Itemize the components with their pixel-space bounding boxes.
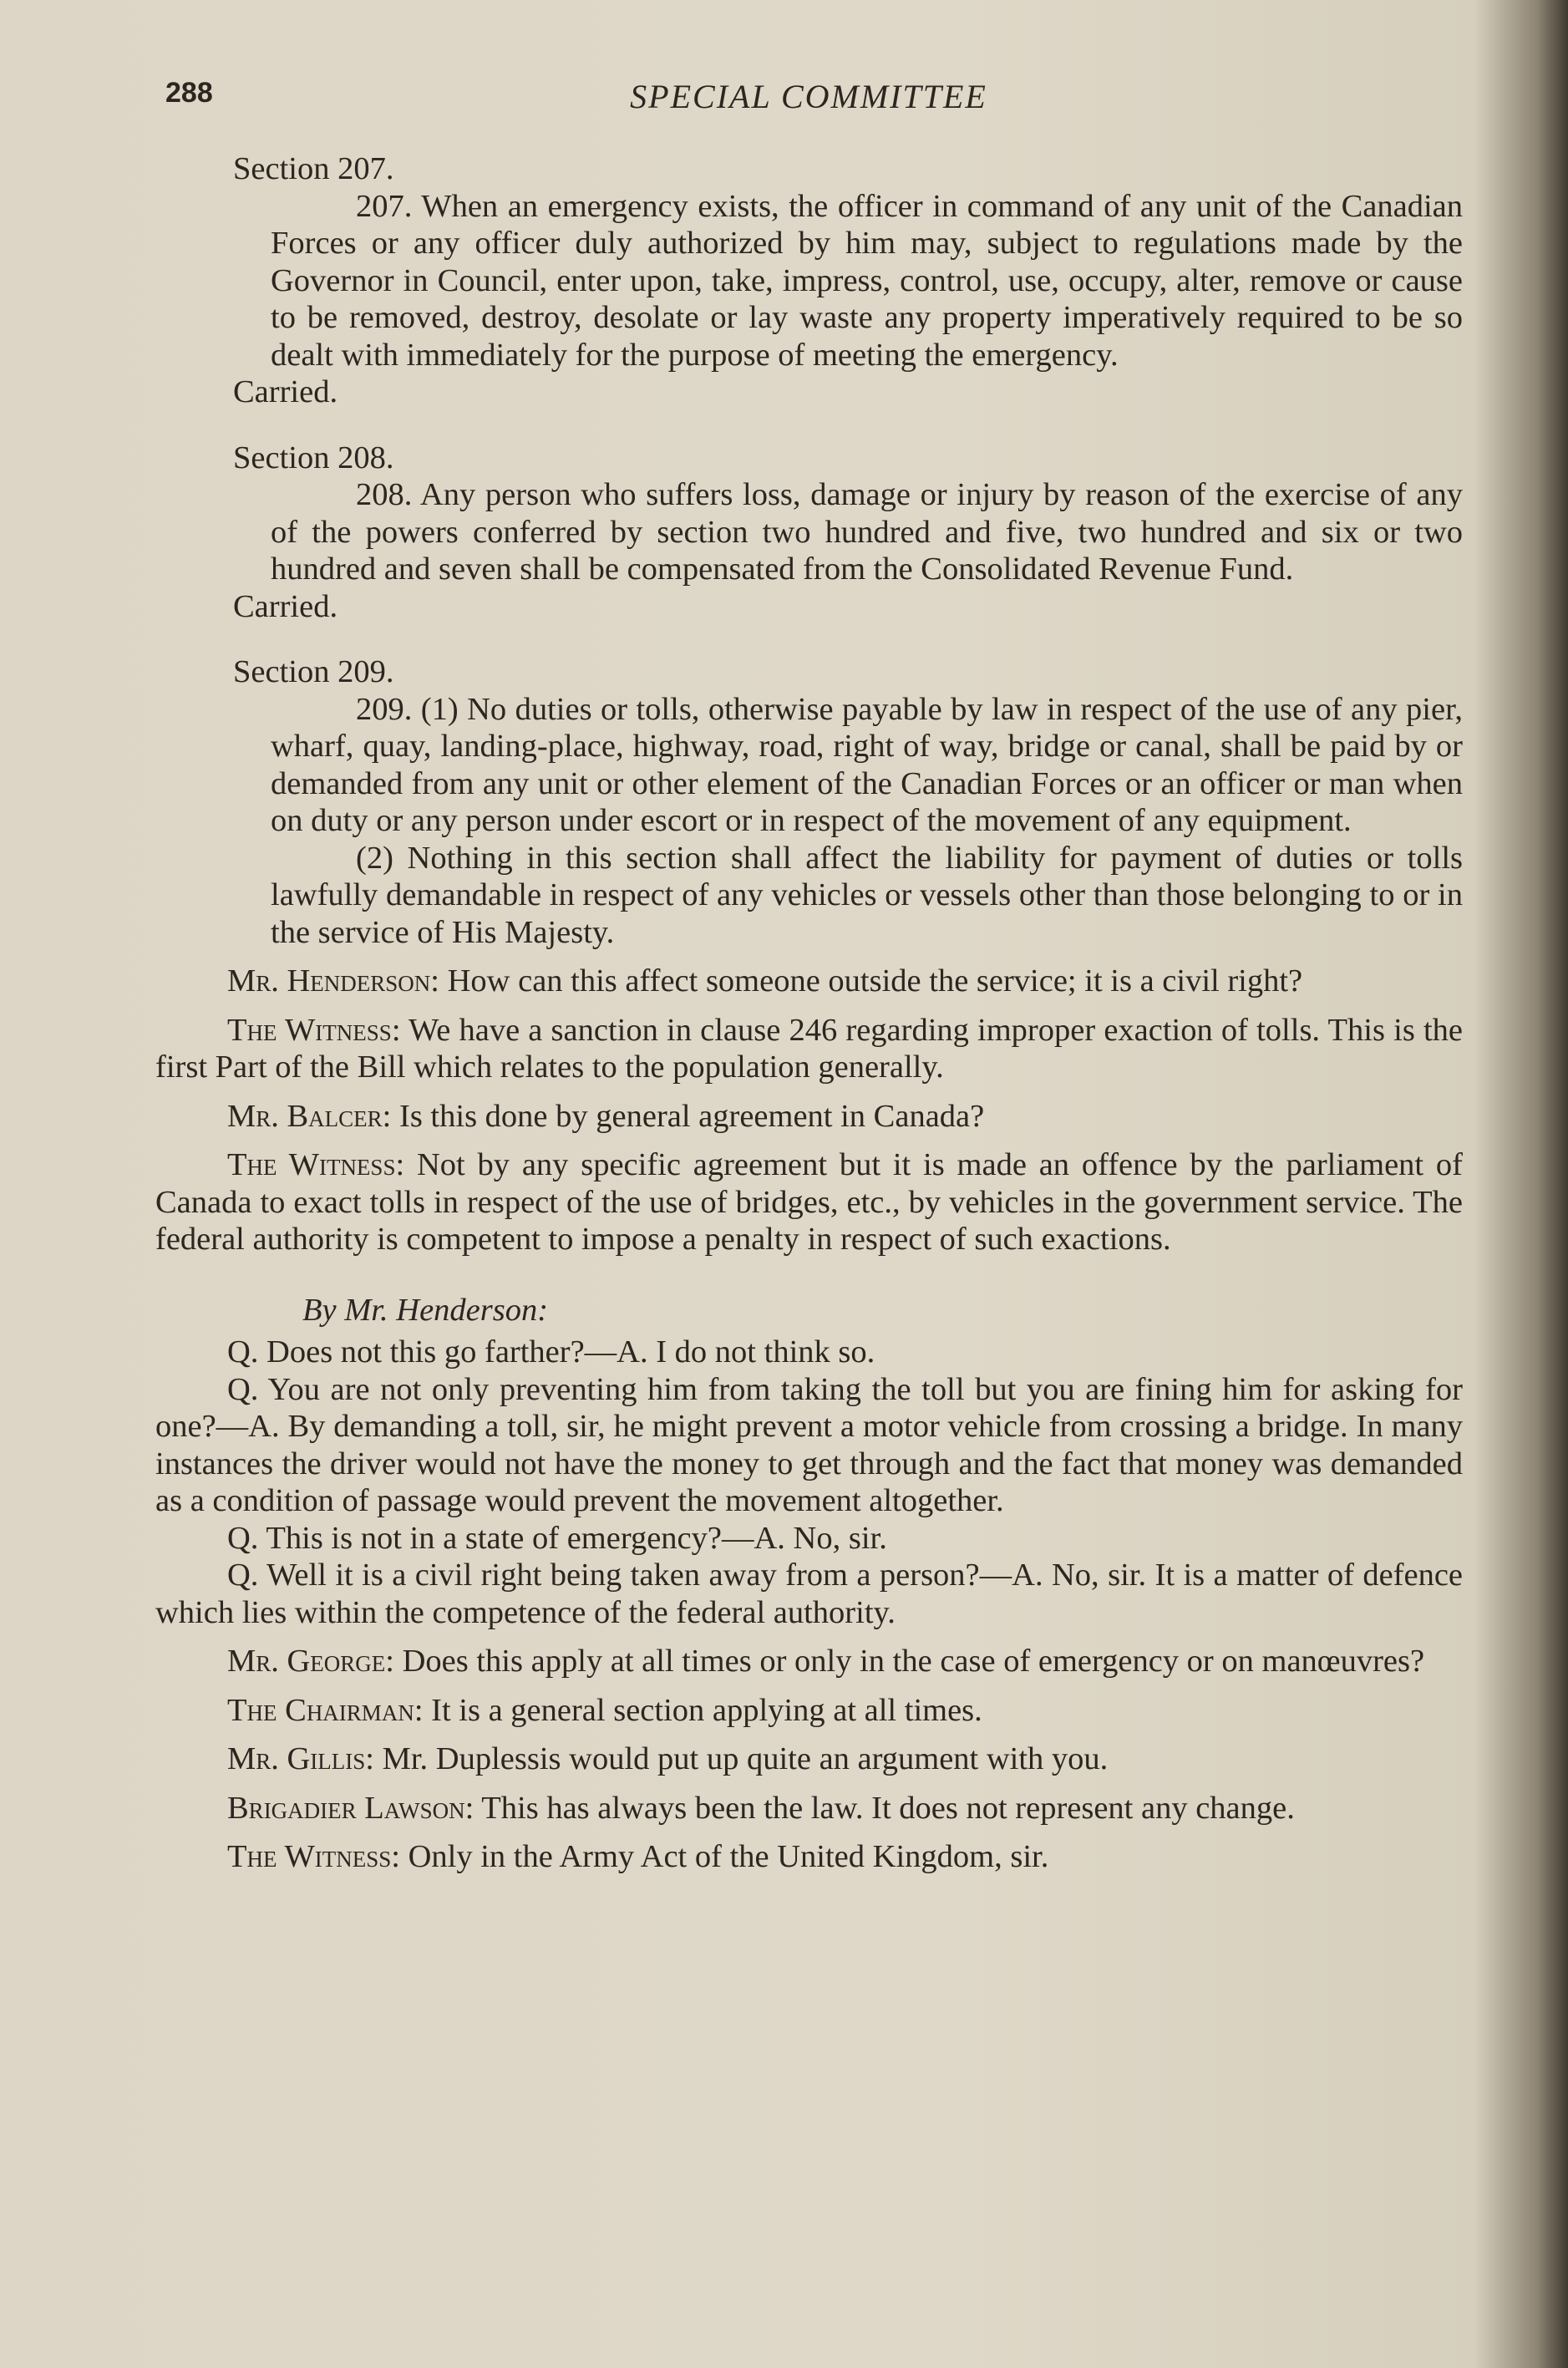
speech-text: This has always been the law. It does not represent any change. [474,1790,1295,1826]
examiner-byline: By Mr. Henderson: [302,1292,549,1328]
speech-text: Does this apply at all times or only in the case of emergency or on manœuvres? [393,1644,1425,1679]
speech-text: How can this affect someone outside the service; it is a civil right? [439,963,1303,999]
speech-witness [155,1838,1463,1876]
speech-george [155,1643,1463,1680]
question-answer: Q. Does not this go farther?—A. I do not think so. [227,1334,875,1369]
section-208-carried: Carried. [233,588,338,624]
speaker-name: Brigadier Lawson: [227,1790,474,1826]
speech-text: It is a general section applying at all times. [423,1692,982,1728]
speaker-name: The Witness: [227,1012,401,1048]
speech-chairman [155,1692,1463,1730]
speech-henderson [155,963,1463,1000]
speech-text: Is this done by general agreement in Canada? [391,1098,985,1134]
page-header [165,77,1452,119]
speech-text: We have a sanction in clause 246 regarding improper exaction of tolls. This is the first Part of the Bill which relates to the population generally. [155,1012,1463,1085]
question-answer: Q. This is not in a state of emergency?—A. No, sir. [227,1520,887,1556]
section-209-heading: Section 209. [233,654,394,689]
section-207-heading: Section 207. [233,151,394,186]
section-209-subsection-2: (2) Nothing in this section shall affect the liability for payment of duties or tolls lawfully demandable in respect of any vehicles or vessels other than those belonging to or in the service of His Majesty. [271,840,1463,950]
section-209-subsection-1: 209. (1) No duties or tolls, otherwise payable by law in respect of the use of any pier, wharf, quay, landing-place, highway, road, right of way, bridge or canal, shall be paid by or demanded from any unit or other element of the Canadian Forces or an officer or man when on duty or any person under escort or in respect of the movement of any equipment. [271,691,1463,838]
speech-text: Not by any specific agreement but it is made an offence by the parliament of Canada to exact tolls in respect of the use of bridges, etc., by vehicles in the government service. The federal authority is competent to impose a penalty in respect of such exactions. [155,1147,1463,1257]
question-answer: Q. You are not only preventing him from taking the toll but you are fining him for asking for one?—A. By demanding a toll, sir, he might prevent a motor vehicle from crossing a bridge. In many instances the driver would not have the money to get through and the fact that money was demanded as a condition of passage would prevent the movement altogether. [155,1371,1463,1518]
speaker-name: Mr. Henderson: [227,963,439,999]
section-207-text: 207. When an emergency exists, the officer in command of any unit of the Canadian Forces or any officer duly authorized by him may, subject to regulations made by the Governor in Council, enter upon, take, impress, control, use, occupy, alter, remove or cause to be removed, destroy, desolate or lay waste any property imperatively required to be so dealt with immediately for the purpose of meeting the emergency. [271,188,1463,373]
speaker-name: Mr. Balcer: [227,1098,392,1134]
speech-balcer [155,1098,1463,1136]
speaker-name: The Chairman: [227,1692,424,1728]
speech-text: Mr. Duplessis would put up quite an argument with you. [373,1741,1109,1776]
page-number: 288 [165,77,213,109]
speech-text: Only in the Army Act of the United Kingdom, sir. [399,1839,1049,1874]
question-answer: Q. Well it is a civil right being taken away from a person?—A. No, sir. It is a matter of defence which lies within the competence of the federal authority. [155,1557,1463,1630]
section-208-heading: Section 208. [233,440,394,475]
document-body [155,150,1463,1876]
speaker-name: Mr. George: [227,1644,394,1679]
speech-witness [155,1012,1463,1086]
speaker-name: The Witness: [227,1839,400,1874]
speech-witness [155,1146,1463,1258]
section-207-carried: Carried. [233,374,338,409]
speaker-name: Mr. Gillis: [227,1741,374,1776]
speech-gillis [155,1740,1463,1778]
section-208-text: 208. Any person who suffers loss, damage or injury by reason of the exercise of any of the powers conferred by section two hundred and five, two hundred and six or two hundred and seven shall be compensated from the Consolidated Revenue Fund. [271,477,1463,587]
speech-lawson [155,1790,1463,1827]
speaker-name: The Witness: [227,1147,405,1182]
running-title: SPECIAL COMMITTEE [630,78,987,115]
